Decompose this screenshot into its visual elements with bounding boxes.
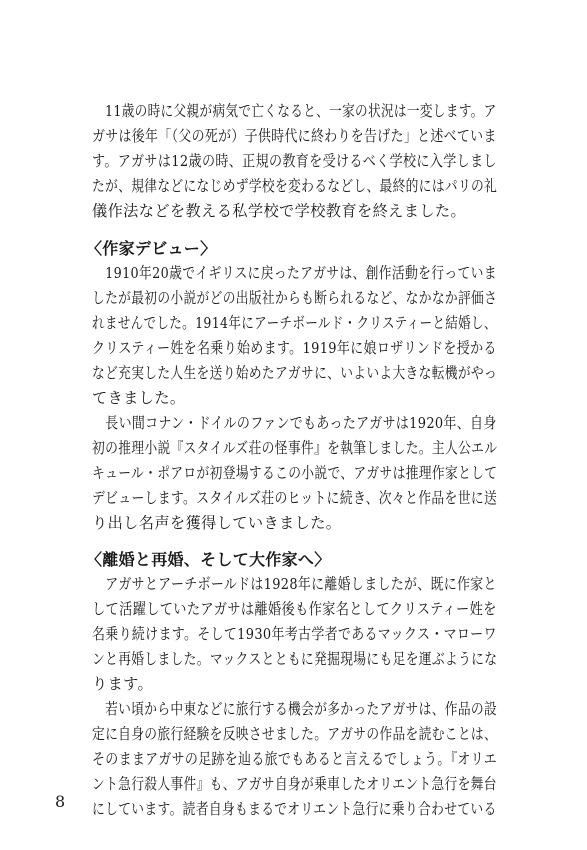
body-text-line: キュール・ポアロが初登場するこの小説で、アガサは推理作家として — [92, 464, 498, 482]
page-number: 8 — [55, 792, 66, 811]
body-text-line: ント急行殺人事件』も、アガサ自身が乗車したオリエント急行を舞台 — [92, 775, 497, 793]
body-text-line: 1910年20歳でイギリスに戻ったアガサは、創作活動を行っていま — [92, 264, 497, 282]
body-text-line: クリスティー姓を名乗り始めます。1919年に娘ロザリンドを授かる — [92, 339, 497, 357]
body-text-line: 長い間コナン・ドイルのファンでもあったアガサは1920年、自身 — [92, 414, 497, 432]
body-text-line: 11歳の時に父親が病気で亡くなると、一家の状況は一変します。ア — [92, 102, 497, 120]
body-text-line: ンと再婚しました。マックスとともに発掘現場にも足を運ぶようにな — [92, 650, 498, 668]
body-text-line: す。アガサは12歳の時、正規の教育を受けるべく学校に入学しまし — [92, 152, 497, 170]
body-text-line: れませんでした。1914年にアーチボールド・クリスティーと結婚し、 — [92, 314, 497, 332]
body-text-line: など充実した人生を送り始めたアガサに、いよいよ大きな転機がやっ — [92, 364, 498, 382]
body-text-line: 儀作法などを教える私学校で学校教育を終えました。 — [92, 202, 467, 220]
body-text-line: 若い頃から中東などに旅行する機会が多かったアガサは、作品の設 — [92, 700, 498, 718]
body-text-line: 名乗り続けます。そして1930年考古学者であるマックス・マローワ — [92, 625, 497, 643]
section-heading-divorce: 〈離婚と再婚、そして大作家へ〉 — [86, 550, 331, 569]
body-text-line: して活躍していたアガサは離婚後も作家名としてクリスティー姓を — [92, 600, 497, 618]
body-text-line: てきました。 — [92, 389, 186, 407]
body-text-line: そのままアガサの足跡を辿る旅でもあると言えるでしょう。『オリエ — [92, 750, 498, 768]
body-text-line: デビューします。スタイルズ荘のヒットに続き、次々と作品を世に送 — [92, 489, 498, 507]
section-heading-debut: 〈作家デビュー〉 — [86, 239, 217, 258]
body-text-line: したが最初の小説がどの出版社からも断られるなど、なかなか評価さ — [92, 289, 498, 307]
body-text-line: ります。 — [92, 675, 154, 693]
body-text-line: ガサは後年「（父の死が）子供時代に終わりを告げた」と述べていま — [92, 127, 497, 145]
body-text-line: 初の推理小説『スタイルズ荘の怪事件』を執筆しました。主人公エル — [92, 439, 498, 457]
body-text-line: 定に自身の旅行経験を反映させました。アガサの作品を読むことは、 — [92, 725, 498, 743]
body-text-line: たが、規律などになじめず学校を変わるなどし、最終的にはパリの礼 — [92, 177, 498, 195]
body-text-line: にしています。読者自身もまるでオリエント急行に乗り合わせている — [92, 800, 497, 818]
body-text-line: り出し名声を獲得していきました。 — [92, 514, 342, 532]
body-text-line: アガサとアーチボールドは1928年に離婚しましたが、既に作家と — [92, 575, 497, 593]
